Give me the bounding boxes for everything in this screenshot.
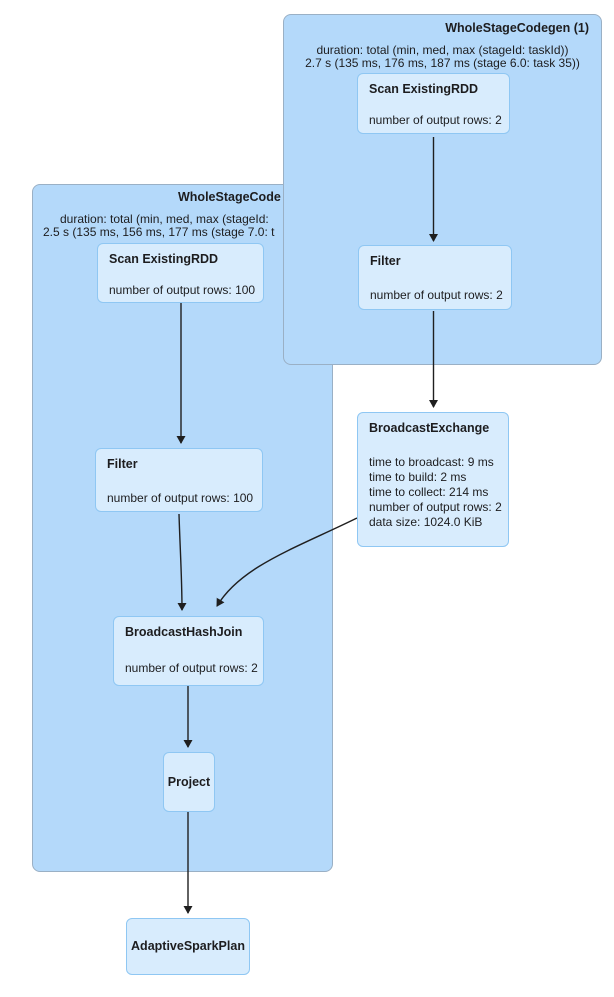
node-metric: number of output rows: 2 bbox=[370, 288, 503, 302]
node-broadcast-hash-join[interactable] bbox=[113, 616, 264, 686]
node-scan-existingrdd-1[interactable] bbox=[357, 73, 510, 134]
cluster-title: WholeStageCode bbox=[178, 190, 281, 204]
node-metric: number of output rows: 2 bbox=[369, 113, 502, 127]
node-metric: time to collect: 214 ms bbox=[369, 485, 489, 499]
node-title: Scan ExistingRDD bbox=[109, 252, 219, 266]
node-title: Filter bbox=[107, 457, 138, 471]
cluster-duration-line1: duration: total (min, med, max (stageId: taskId)) bbox=[316, 43, 569, 57]
node-metric: time to broadcast: 9 ms bbox=[369, 455, 494, 469]
node-title: BroadcastExchange bbox=[369, 421, 490, 435]
node-metric: time to build: 2 ms bbox=[369, 470, 467, 484]
node-title: AdaptiveSparkPlan bbox=[131, 939, 245, 953]
cluster-title: WholeStageCodegen (1) bbox=[445, 21, 589, 35]
node-metric: data size: 1024.0 KiB bbox=[369, 515, 483, 529]
node-title: Project bbox=[167, 774, 211, 789]
cluster-duration-line1: duration: total (min, med, max (stageId: bbox=[60, 212, 269, 226]
node-metric: number of output rows: 100 bbox=[109, 283, 256, 297]
node-broadcast-exchange[interactable] bbox=[357, 412, 509, 547]
node-scan-existingrdd-2[interactable] bbox=[97, 243, 264, 303]
node-metric: number of output rows: 100 bbox=[107, 491, 254, 505]
node-filter-1[interactable] bbox=[358, 245, 512, 310]
node-title: Scan ExistingRDD bbox=[369, 82, 479, 96]
cluster-duration-line2: 2.7 s (135 ms, 176 ms, 187 ms (stage 6.0: task 35)) bbox=[305, 56, 580, 70]
cluster-duration-line2: 2.5 s (135 ms, 156 ms, 177 ms (stage 7.0: t bbox=[43, 225, 275, 239]
node-metric: number of output rows: 2 bbox=[125, 661, 258, 675]
node-filter-2[interactable] bbox=[95, 448, 263, 512]
node-title: BroadcastHashJoin bbox=[125, 625, 243, 639]
cluster-wholestagecodegen-1[interactable] bbox=[283, 14, 602, 365]
node-metric: number of output rows: 2 bbox=[369, 500, 502, 514]
node-adaptive-spark-plan[interactable] bbox=[126, 918, 250, 975]
node-project[interactable] bbox=[163, 752, 215, 812]
node-title: Filter bbox=[370, 254, 401, 268]
